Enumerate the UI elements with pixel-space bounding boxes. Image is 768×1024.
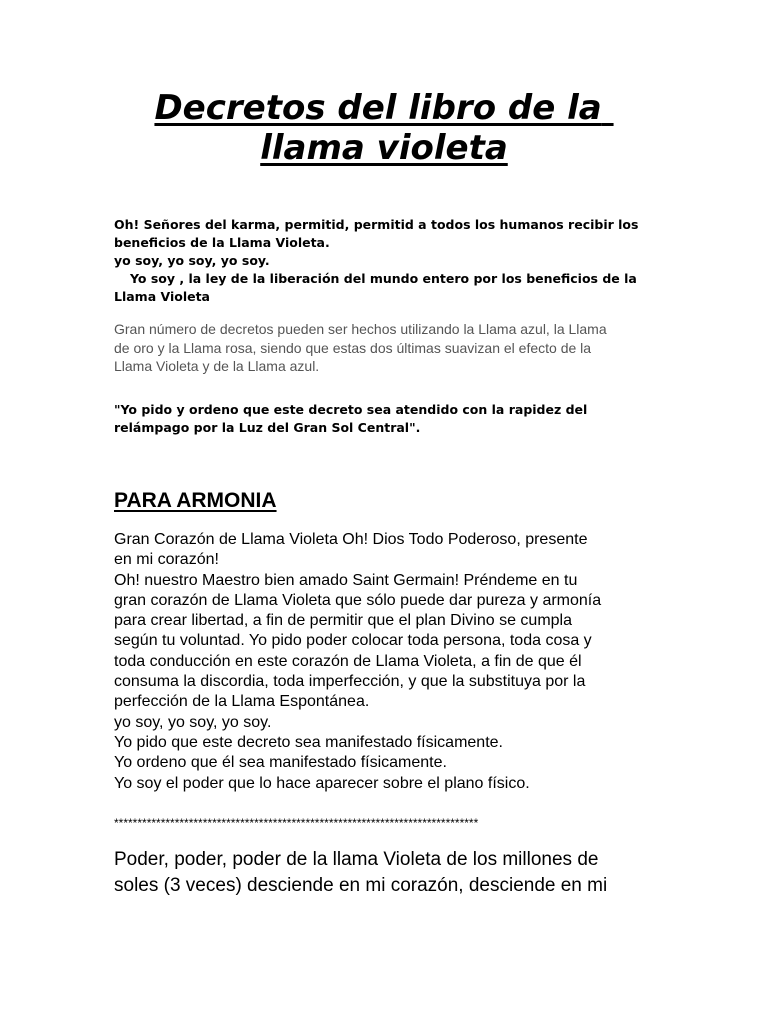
note-line: de oro y la Llama rosa, siendo que estas dos últimas suavizan el efecto de la [114, 339, 592, 356]
title-line-1-trail [602, 88, 614, 128]
intro-line: Yo soy , la ley de la liberación del mundo entero por los beneficios de la [130, 271, 637, 286]
section-heading: PARA ARMONIA [114, 489, 277, 512]
decree-line: Oh! nuestro Maestro bien amado Saint Germain! Préndeme en tu [114, 571, 578, 589]
decree-line: consuma la discordia, toda imperfección, y que la substituya por la [114, 673, 586, 691]
decree-line: según tu voluntad. Yo pido poder colocar toda persona, toda cosa y [114, 632, 592, 650]
intro-line: yo soy, yo soy, yo soy. [114, 253, 270, 268]
intro-line: Oh! Señores del karma, permitid, permitid a todos los humanos recibir los [114, 217, 639, 232]
decree-paragraph [114, 530, 662, 794]
note-line: Llama Violeta y de la Llama azul. [114, 358, 320, 374]
final-line: soles (3 veces) desciende en mi corazón, desciende en mi [114, 875, 608, 896]
quote-line: relámpago por la Luz del Gran Sol Central". [114, 420, 421, 435]
decree-line: yo soy, yo soy, yo soy. [114, 713, 272, 731]
separator-line: ****************************************************************************** [114, 816, 479, 830]
decree-line: gran corazón de Llama Violeta que sólo puede dar pureza y armonía [114, 591, 602, 609]
quote-paragraph [114, 401, 662, 437]
intro-line: Llama Violeta [114, 289, 210, 304]
quote-line: "Yo pido y ordeno que este decreto sea atendido con la rapidez del [114, 402, 588, 417]
intro-line: beneficios de la Llama Violeta. [114, 235, 330, 250]
decree-line: Yo soy el poder que lo hace aparecer sobre el plano físico. [114, 774, 530, 792]
title-line-1: Decretos del libro de la [154, 88, 602, 128]
final-line: Poder, poder, poder de la llama Violeta de los millones de [114, 849, 599, 870]
note-paragraph [114, 320, 662, 376]
intro-paragraph [114, 216, 662, 306]
title-line-2: llama violeta [260, 128, 508, 168]
decree-line: para crear libertad, a fin de permitir que el plan Divino se cumpla [114, 612, 573, 630]
decree-line: Yo ordeno que él sea manifestado físicamente. [114, 754, 447, 772]
decree-line: perfección de la Llama Espontánea. [114, 693, 370, 711]
final-paragraph [114, 847, 662, 899]
decree-line: Yo pido que este decreto sea manifestado físicamente. [114, 733, 503, 751]
decree-line: toda conducción en este corazón de Llama Violeta, a fin de que él [114, 652, 582, 670]
note-line: Gran número de decretos pueden ser hechos utilizando la Llama azul, la Llama [114, 321, 607, 337]
document-title [0, 88, 768, 168]
decree-line: Gran Corazón de Llama Violeta Oh! Dios Todo Poderoso, presente [114, 531, 588, 548]
decree-line: en mi corazón! [114, 551, 219, 569]
